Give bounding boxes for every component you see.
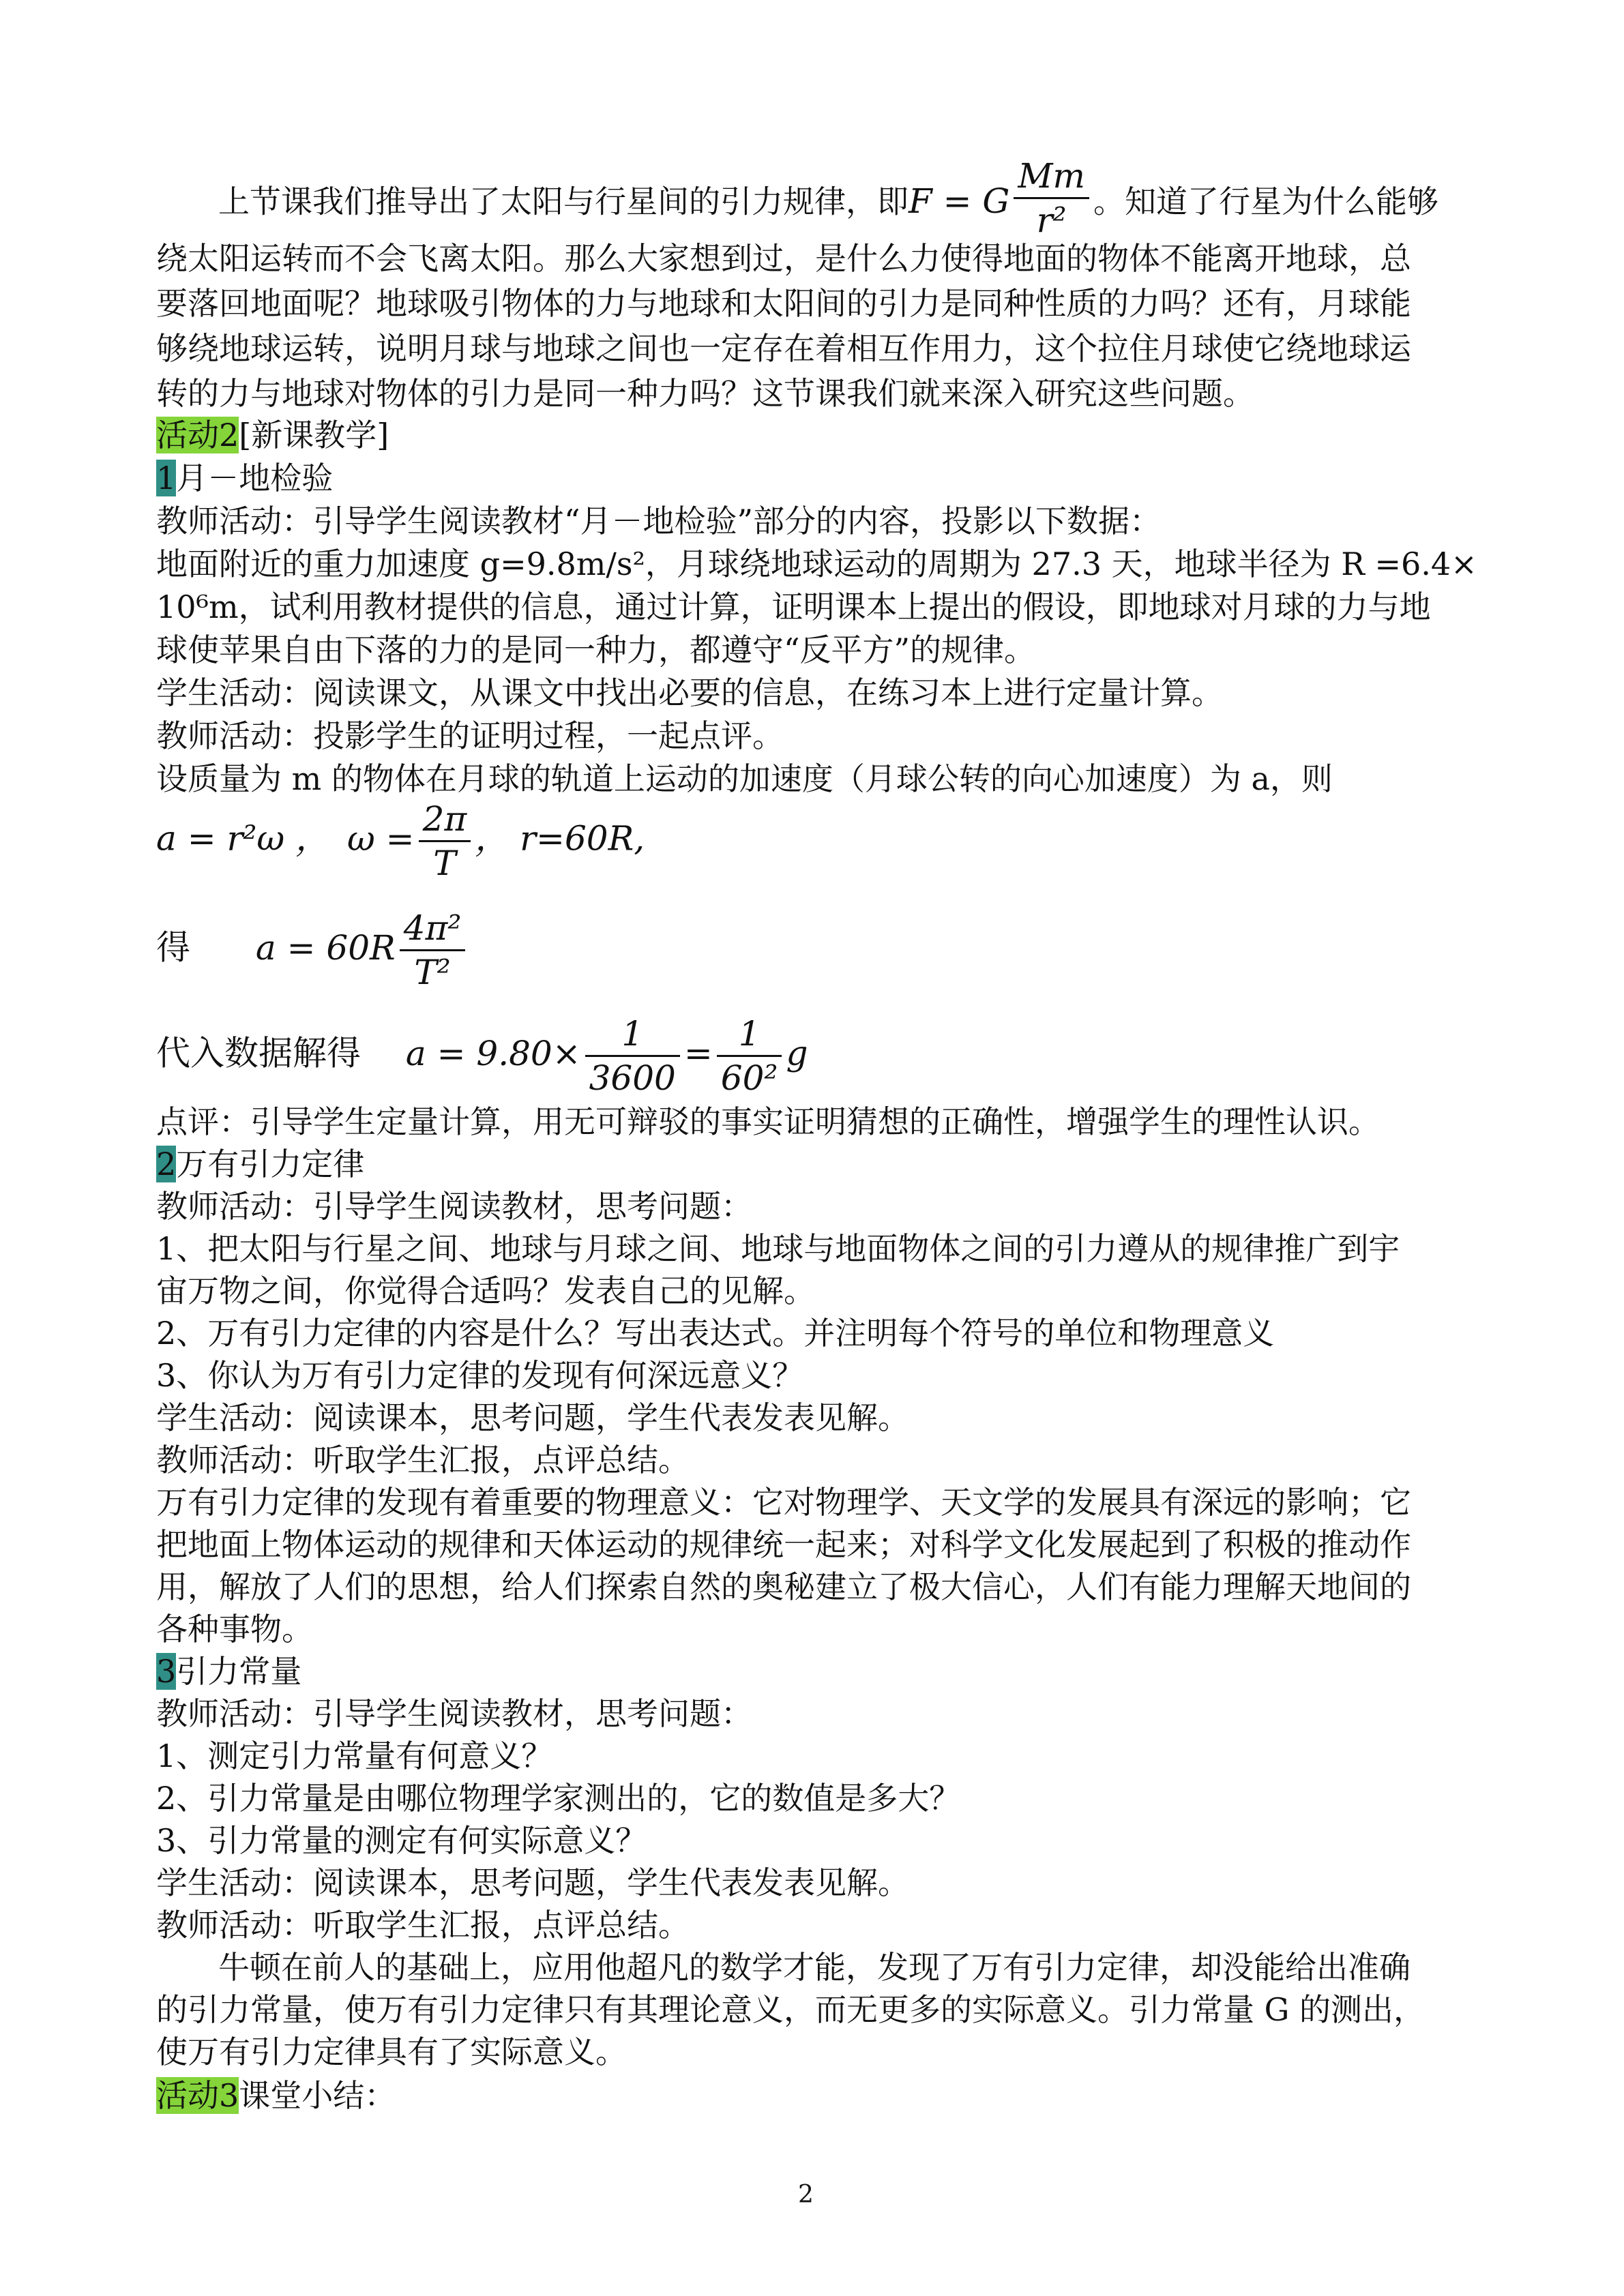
sec2-line: 1、把太阳与行星之间、地球与月球之间、地球与地面物体之间的引力遵从的规律推广到宇 [156, 1230, 1400, 1267]
intro-line-5: 转的力与地球对物体的引力是同一种力吗？这节课我们就来深入研究这些问题。 [156, 375, 1254, 412]
equation-1: a = r²ω ， ω = $\frac{2\pi}{T}$ ， r=60R, [156, 799, 645, 883]
sec3-line: 教师活动：引导学生阅读教材，思考问题： [156, 1695, 752, 1732]
comment-line: 点评：引导学生定量计算，用无可辩驳的事实证明猜想的正确性，增强学生的理性认识。 [156, 1103, 1380, 1140]
section-2-heading: 2万有引力定律 [156, 1146, 365, 1182]
sec2-line: 教师活动：引导学生阅读教材，思考问题： [156, 1188, 752, 1225]
sec1-line: 教师活动：引导学生阅读教材“月－地检验”部分的内容，投影以下数据： [156, 503, 1162, 539]
equation-3: 代入数据解得 a = 9.80× $\frac{1}{3600}$ = $\frac{1}{\text{60²}}$ g [156, 1014, 808, 1098]
sec1-line: 球使苹果自由下落的力的是同一种力，都遵守“反平方”的规律。 [156, 631, 1036, 668]
sec1-line: 10⁶m，试利用教材提供的信息，通过计算，证明课本上提出的假设，即地球对月球的力与地 [156, 588, 1431, 625]
sec3-line: 2、引力常量是由哪位物理学家测出的，它的数值是多大？ [156, 1780, 961, 1817]
sec2-line: 宙万物之间，你觉得合适吗？发表自己的见解。 [156, 1272, 815, 1309]
sec1-line: 教师活动：投影学生的证明过程，一起点评。 [156, 717, 784, 754]
section-3-heading: 3引力常量 [156, 1653, 302, 1690]
activity-2-heading: 活动2[新课教学] [156, 417, 389, 453]
sec3-line: 教师活动：听取学生汇报，点评总结。 [156, 1907, 690, 1943]
equation-2: 得 a = 60R $\frac{\text{4π²}}{\text{T²}}$ [156, 907, 469, 994]
section-1-heading: 1月－地检验 [156, 460, 334, 496]
sec3-line: 1、测定引力常量有何意义？ [156, 1738, 553, 1774]
sec2-line: 把地面上物体运动的规律和天体运动的规律统一起来；对科学文化发展起到了积极的推动作 [156, 1526, 1411, 1563]
sec3-line: 牛顿在前人的基础上，应用他超凡的数学才能，发现了万有引力定律，却没能给出准确 [218, 1949, 1411, 1986]
formula-gravity: F = G $\frac{Mm}{\text{r²}}$ [909, 181, 1093, 221]
sec2-line: 用，解放了人们的思想，给人们探索自然的奥秘建立了极大信心，人们有能力理解天地间的 [156, 1568, 1411, 1605]
activity-3-heading: 活动3课堂小结： [156, 2077, 396, 2114]
sec2-line: 万有引力定律的发现有着重要的物理意义：它对物理学、天文学的发展具有深远的影响；它 [156, 1484, 1411, 1521]
sec2-line: 2、万有引力定律的内容是什么？写出表达式。并注明每个符号的单位和物理意义 [156, 1315, 1275, 1352]
intro-line-3: 要落回地面呢？地球吸引物体的力与地球和太阳间的引力是同种性质的力吗？还有，月球能 [156, 285, 1411, 322]
sec3-line: 使万有引力定律具有了实际意义。 [156, 2033, 627, 2070]
sec3-line: 3、引力常量的测定有何实际意义？ [156, 1822, 647, 1859]
intro-line-2: 绕太阳运转而不会飞离太阳。那么大家想到过，是什么力使得地面的物体不能离开地球，总 [156, 240, 1411, 277]
sec1-line: 设质量为 m 的物体在月球的轨道上运动的加速度（月球公转的向心加速度）为 a，则 [156, 760, 1333, 797]
page-number: 2 [798, 2181, 814, 2209]
intro-text: 上节课我们推导出了太阳与行星间的引力规律，即 [218, 183, 909, 220]
sec1-line: 地面附近的重力加速度 g=9.8m/s²，月球绕地球运动的周期为 27.3 天，地球半径为 R =6.4× [156, 546, 1477, 582]
sec2-line: 学生活动：阅读课本，思考问题，学生代表发表见解。 [156, 1399, 909, 1436]
intro-line-4: 够绕地球运转，说明月球与地球之间也一定存在着相互作用力，这个拉住月球使它绕地球运 [156, 330, 1411, 367]
sec2-line: 3、你认为万有引力定律的发现有何深远意义？ [156, 1357, 804, 1394]
sec2-line: 各种事物。 [156, 1611, 313, 1648]
sec1-line: 学生活动：阅读课文，从课文中找出必要的信息，在练习本上进行定量计算。 [156, 674, 1223, 711]
sec3-line: 的引力常量，使万有引力定律只有其理论意义，而无更多的实际意义。引力常量 G 的测出， [156, 1991, 1425, 2028]
sec2-line: 教师活动：听取学生汇报，点评总结。 [156, 1442, 690, 1478]
sec3-line: 学生活动：阅读课本，思考问题，学生代表发表见解。 [156, 1864, 909, 1901]
intro-line-1: 上节课我们推导出了太阳与行星间的引力规律，即F = G $\frac{Mm}{\text{r²}}$ 。知道了行星为什么能够 [218, 156, 1438, 240]
